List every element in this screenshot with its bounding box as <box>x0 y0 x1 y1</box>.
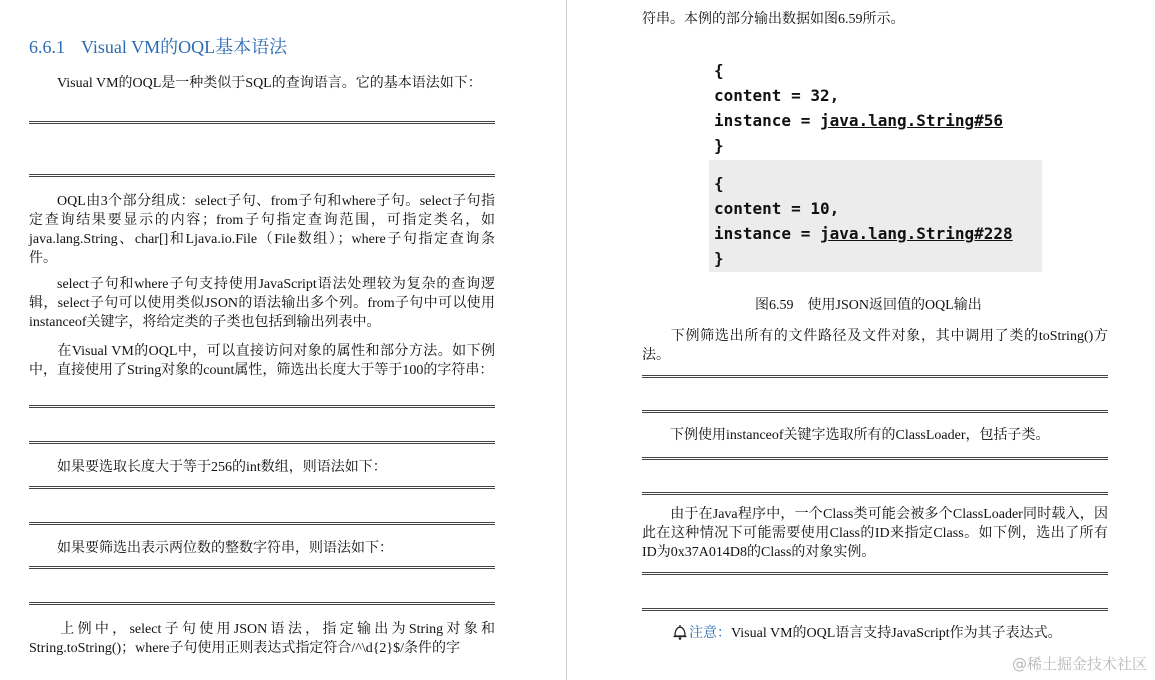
page-divider <box>566 0 567 680</box>
paragraph-file-tostring: 下例筛选出所有的文件路径及文件对象，其中调用了类的toString()方法。 <box>642 329 1108 363</box>
code-block-classloader <box>642 457 1108 495</box>
paragraph-oql-parts: OQL由3个部分组成：select子句、from子句和where子句。select子句指定查询结果要显示的内容；from子句指定查询范围，可指定类名，如java.lang.String、char[]和Ljava.io.File（File数组）；where子句指定查询条件。 <box>29 194 495 266</box>
code-block-int-array <box>29 486 495 525</box>
figure-block-2: { content = 10, instance = java.lang.String#228 } <box>714 174 1013 268</box>
paragraph-continued: 符串。本例的部分输出数据如图6.59所示。 <box>642 12 905 27</box>
paragraph-classloader: 下例使用instanceof关键字选取所有的ClassLoader，包括子类。 <box>670 428 1050 443</box>
bell-icon <box>671 623 689 641</box>
figure-caption: 图6.59 使用JSON返回值的OQL输出 <box>755 298 982 313</box>
code-block-regex <box>29 566 495 605</box>
section-number: 6.6.1 <box>29 37 65 57</box>
figure-block-1: { content = 32, instance = java.lang.String#56 } <box>714 61 1003 155</box>
section-title: Visual VM的OQL基本语法 <box>81 37 288 57</box>
note <box>671 622 1062 642</box>
note-text: Visual VM的OQL语言支持JavaScript作为其子表达式。 <box>731 626 1062 641</box>
paragraph-string-count: 在Visual VM的OQL中，可以直接访问对象的属性和部分方法。如下例中，直接使用了String对象的count属性，筛选出长度大于等于100的字符串： <box>29 344 495 378</box>
code-block-file <box>642 375 1108 413</box>
paragraph-select-where: select子句和where子句支持使用JavaScript语法处理较为复杂的查询逻辑，select子句可以使用类似JSON的语法输出多个列。from子句中可以使用instanceof关键字，将给定类的子类也包括到输出列表中。 <box>29 277 495 330</box>
watermark: @稀土掘金技术社区 <box>1011 655 1147 673</box>
left-page <box>0 0 566 680</box>
code-block-string-count <box>29 405 495 444</box>
section-heading <box>29 33 287 59</box>
paragraph-json-explain: 上例中，select子句使用JSON语法，指定输出为String对象和String.toString()；where子句使用正则表达式指定符合/^\d{2}$/条件的字 <box>29 622 495 656</box>
figure-json-output <box>709 50 1044 272</box>
paragraph-two-digit: 如果要筛选出表示两位数的整数字符串，则语法如下： <box>57 541 393 556</box>
code-line <box>29 174 495 177</box>
paragraph-class-id: 由于在Java程序中，一个Class类可能会被多个ClassLoader同时载入，因此在这种情况下可能需要使用Class的ID来指定Class。如下例，选出了所有ID为0x37A014D8的Class的对象实例。 <box>642 507 1108 560</box>
paragraph-int-array: 如果要选取长度大于等于256的int数组，则语法如下： <box>57 460 387 475</box>
code-block-syntax <box>29 121 495 177</box>
right-page <box>569 0 1155 680</box>
paragraph-intro: Visual VM的OQL是一种类似于SQL的查询语言。它的基本语法如下： <box>57 76 482 91</box>
note-label: 注意： <box>689 626 731 641</box>
code-block-class-id <box>642 572 1108 611</box>
